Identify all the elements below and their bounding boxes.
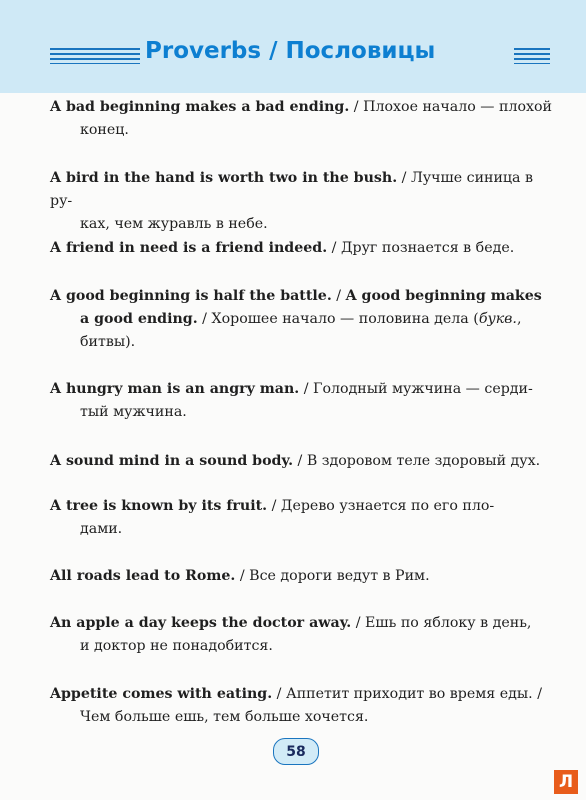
- proverb-item: [50, 495, 554, 541]
- proverb-russian: / Лучше синица в ру-: [50, 170, 534, 209]
- proverb-english: A sound mind in a sound body.: [50, 453, 294, 469]
- proverb-english: A tree is known by its fruit.: [50, 498, 268, 514]
- proverb-english: An apple a day keeps the doctor away.: [50, 615, 352, 631]
- proverb-russian-cont: ках, чем журавль в небе.: [80, 216, 268, 232]
- proverb-english: A good beginning is half the battle.: [50, 288, 332, 304]
- proverb-english: All roads lead to Rome.: [50, 568, 236, 584]
- proverb-item: [50, 683, 554, 729]
- proverb-russian: / Плохое начало — плохой: [349, 99, 552, 115]
- proverb-russian: / Все дороги ведут в Рим.: [235, 568, 430, 584]
- proverb-english: Appetite comes with eating.: [50, 686, 273, 702]
- proverb-russian-cont: конец.: [80, 122, 129, 138]
- page-number: 58: [286, 743, 306, 760]
- proverb-item: [50, 285, 554, 354]
- proverb-english-alt: A good beginning makes: [345, 288, 542, 304]
- proverb-russian: / Голодный мужчина — серди-: [299, 381, 533, 397]
- proverb-russian-cont: битвы).: [80, 334, 136, 350]
- proverb-russian: / Хорошее начало — половина дела (: [197, 311, 479, 327]
- proverb-item: [50, 565, 554, 588]
- proverb-separator: /: [331, 288, 346, 304]
- page-title: Proverbs / Пословицы: [145, 38, 436, 64]
- proverb-item: [50, 96, 554, 142]
- proverb-russian-italic: букв.: [478, 311, 517, 327]
- proverb-item: [50, 378, 554, 424]
- publisher-logo: Л: [554, 770, 578, 794]
- proverb-russian-cont: дами.: [80, 521, 123, 537]
- proverb-russian: / Ешь по яблоку в день,: [351, 615, 532, 631]
- proverb-russian-cont: Чем больше ешь, тем больше хочется.: [80, 709, 369, 725]
- proverb-english: A friend in need is a friend indeed.: [50, 240, 328, 256]
- proverb-english: A bird in the hand is worth two in the bush.: [50, 170, 398, 186]
- proverb-russian-cont: и доктор не понадобится.: [80, 638, 273, 654]
- proverb-english: A bad beginning makes a bad ending.: [50, 99, 350, 115]
- proverb-russian: / В здоровом теле здоровый дух.: [293, 453, 541, 469]
- proverb-russian-tail: ,: [516, 311, 522, 327]
- proverb-item: [50, 450, 554, 473]
- proverb-russian-cont: тый мужчина.: [80, 404, 187, 420]
- proverb-russian: / Аппетит приходит во время еды. /: [272, 686, 542, 702]
- proverb-item: [50, 612, 554, 658]
- proverb-russian: / Друг познается в беде.: [327, 240, 515, 256]
- proverb-item: [50, 237, 554, 260]
- page-number-badge: [273, 738, 319, 765]
- proverb-item: [50, 167, 554, 236]
- proverb-english: A hungry man is an angry man.: [50, 381, 300, 397]
- proverb-russian: / Дерево узнается по его пло-: [267, 498, 495, 514]
- proverb-english-alt-cont: a good ending.: [80, 311, 198, 327]
